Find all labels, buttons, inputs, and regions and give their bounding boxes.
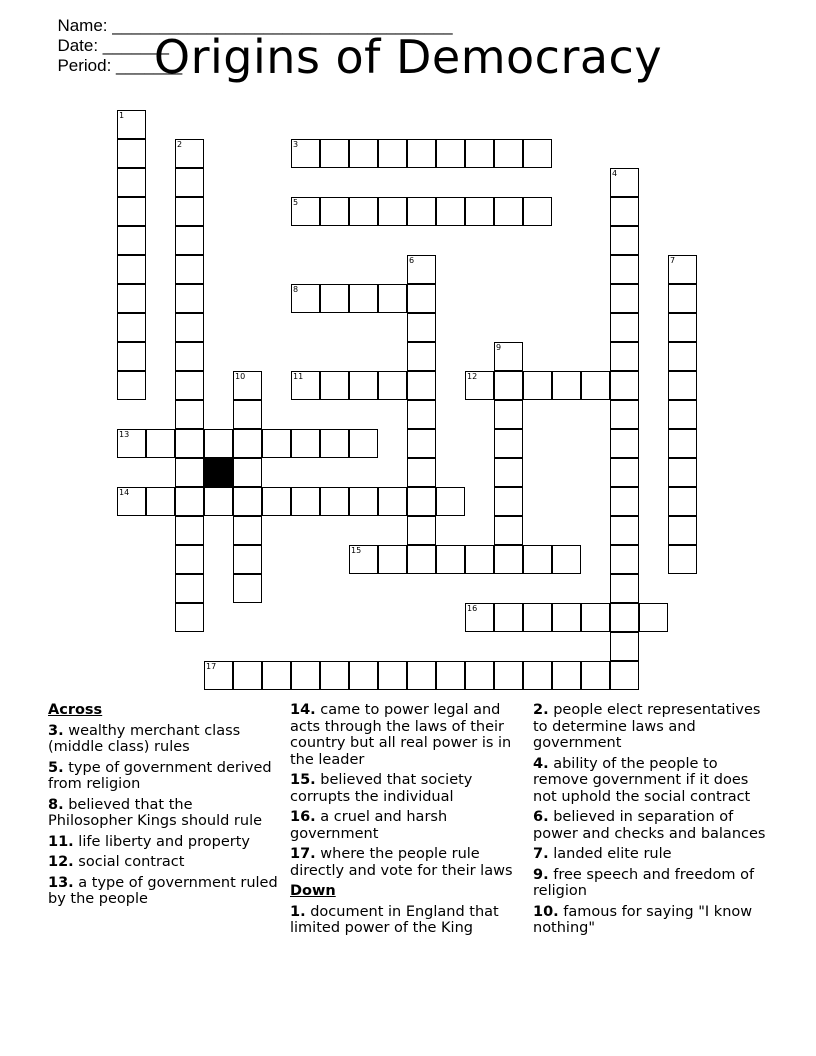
clue-item bbox=[290, 809, 526, 842]
crossword-cell[interactable] bbox=[407, 342, 436, 371]
clue-item bbox=[533, 702, 773, 752]
crossword-cell[interactable] bbox=[175, 545, 204, 574]
crossword-cell[interactable] bbox=[117, 226, 146, 255]
crossword-cell[interactable] bbox=[233, 516, 262, 545]
clue-item-number: 17. bbox=[290, 846, 316, 862]
crossword-cell[interactable] bbox=[610, 371, 639, 400]
clues-column-3 bbox=[533, 702, 773, 941]
crossword-cell[interactable] bbox=[523, 603, 552, 632]
crossword-cell[interactable] bbox=[581, 603, 610, 632]
crossword-cell[interactable] bbox=[117, 487, 146, 516]
crossword-cell[interactable] bbox=[175, 400, 204, 429]
clue-number: 9 bbox=[496, 343, 502, 352]
clue-item-text: ability of the people to remove government if it does not uphold the social contract bbox=[533, 755, 751, 805]
clue-item-text: wealthy merchant class (middle class) rules bbox=[48, 722, 241, 755]
crossword-cell[interactable] bbox=[407, 487, 436, 516]
clue-item-number: 9. bbox=[533, 866, 549, 883]
crossword-cell[interactable] bbox=[668, 313, 697, 342]
crossword-cell[interactable] bbox=[378, 284, 407, 313]
crossword-cell[interactable] bbox=[146, 487, 175, 516]
period-field-label[interactable]: Period: _______ bbox=[57, 56, 183, 75]
crossword-cell[interactable] bbox=[175, 168, 204, 197]
crossword-cell[interactable] bbox=[291, 487, 320, 516]
clue-item-text: document in England that limited power of the King bbox=[290, 903, 499, 936]
crossword-cell[interactable] bbox=[668, 516, 697, 545]
crossword-cell[interactable] bbox=[320, 487, 349, 516]
clue-number: 5 bbox=[293, 198, 299, 207]
crossword-cell[interactable] bbox=[523, 139, 552, 168]
clue-item-text: type of government derived from religion bbox=[48, 759, 272, 792]
crossword-cell[interactable] bbox=[610, 545, 639, 574]
crossword-black-cell bbox=[204, 458, 233, 487]
crossword-cell[interactable] bbox=[291, 429, 320, 458]
crossword-cell[interactable] bbox=[465, 197, 494, 226]
crossword-cell[interactable] bbox=[262, 661, 291, 690]
crossword-cell[interactable] bbox=[668, 487, 697, 516]
clue-item-number: 15. bbox=[290, 772, 316, 788]
clue-item bbox=[48, 760, 278, 793]
crossword-cell[interactable] bbox=[436, 545, 465, 574]
crossword-cell[interactable] bbox=[175, 255, 204, 284]
clue-number: 11 bbox=[293, 372, 304, 381]
clue-number: 1 bbox=[119, 111, 125, 120]
crossword-cell[interactable] bbox=[117, 255, 146, 284]
crossword-cell[interactable] bbox=[610, 226, 639, 255]
crossword-cell[interactable] bbox=[117, 371, 146, 400]
clue-number: 6 bbox=[409, 256, 415, 265]
crossword-cell[interactable] bbox=[117, 197, 146, 226]
crossword-cell[interactable] bbox=[320, 197, 349, 226]
crossword-cell[interactable] bbox=[494, 197, 523, 226]
crossword-cell[interactable] bbox=[291, 661, 320, 690]
clue-number: 12 bbox=[467, 372, 478, 381]
crossword-cell[interactable] bbox=[378, 545, 407, 574]
crossword-cell[interactable] bbox=[465, 139, 494, 168]
clue-item-number: 6. bbox=[533, 809, 549, 825]
clue-item-text: a type of government ruled by the people bbox=[48, 874, 278, 907]
crossword-cell[interactable] bbox=[349, 139, 378, 168]
crossword-cell[interactable] bbox=[320, 429, 349, 458]
crossword-cell[interactable] bbox=[175, 226, 204, 255]
crossword-cell[interactable] bbox=[552, 603, 581, 632]
crossword-cell[interactable] bbox=[494, 545, 523, 574]
crossword-cell[interactable] bbox=[494, 429, 523, 458]
clue-item-text: life liberty and property bbox=[78, 833, 250, 850]
crossword-cell[interactable] bbox=[407, 400, 436, 429]
clue-item bbox=[533, 867, 773, 900]
crossword-cell[interactable] bbox=[668, 342, 697, 371]
crossword-cell[interactable] bbox=[262, 487, 291, 516]
crossword-cell[interactable] bbox=[117, 342, 146, 371]
crossword-cell[interactable] bbox=[494, 371, 523, 400]
crossword-cell[interactable] bbox=[494, 458, 523, 487]
crossword-cell[interactable] bbox=[233, 371, 262, 400]
crossword-cell[interactable] bbox=[233, 545, 262, 574]
crossword-cell[interactable] bbox=[291, 284, 320, 313]
clue-item bbox=[533, 904, 773, 937]
clue-number: 7 bbox=[670, 256, 676, 265]
clue-item-text: people elect representatives to determine laws and government bbox=[533, 702, 761, 751]
crossword-cell[interactable] bbox=[494, 516, 523, 545]
clue-item-number: 1. bbox=[290, 903, 306, 920]
crossword-cell[interactable] bbox=[668, 284, 697, 313]
crossword-cell[interactable] bbox=[407, 313, 436, 342]
crossword-cell[interactable] bbox=[320, 284, 349, 313]
crossword-cell[interactable] bbox=[378, 139, 407, 168]
clue-item-text: believed in separation of power and checks and balances bbox=[533, 809, 766, 842]
crossword-cell[interactable] bbox=[233, 400, 262, 429]
clue-item-number: 16. bbox=[290, 809, 316, 825]
crossword-cell[interactable] bbox=[668, 429, 697, 458]
down-heading: Down bbox=[290, 883, 336, 899]
crossword-cell[interactable] bbox=[146, 429, 175, 458]
crossword-cell[interactable] bbox=[204, 661, 233, 690]
crossword-cell[interactable] bbox=[465, 545, 494, 574]
clue-item-text: believed that society corrupts the individual bbox=[290, 772, 473, 805]
clue-item bbox=[48, 854, 278, 871]
crossword-cell[interactable] bbox=[349, 284, 378, 313]
clue-number: 4 bbox=[612, 169, 618, 178]
crossword-cell[interactable] bbox=[465, 661, 494, 690]
crossword-cell[interactable] bbox=[349, 487, 378, 516]
clue-item-number: 3. bbox=[48, 722, 64, 739]
crossword-cell[interactable] bbox=[407, 661, 436, 690]
crossword-cell[interactable] bbox=[175, 197, 204, 226]
clue-number: 3 bbox=[293, 140, 299, 149]
crossword-cell[interactable] bbox=[407, 545, 436, 574]
crossword-cell[interactable] bbox=[204, 429, 233, 458]
crossword-cell[interactable] bbox=[117, 429, 146, 458]
clue-number: 14 bbox=[119, 488, 130, 497]
crossword-cell[interactable] bbox=[552, 545, 581, 574]
crossword-cell[interactable] bbox=[494, 400, 523, 429]
crossword-cell[interactable] bbox=[523, 545, 552, 574]
clue-item-number: 14. bbox=[290, 702, 316, 718]
crossword-cell[interactable] bbox=[175, 574, 204, 603]
clue-number: 15 bbox=[351, 546, 362, 555]
crossword-cell[interactable] bbox=[378, 371, 407, 400]
clue-item bbox=[48, 875, 278, 908]
clue-item-number: 2. bbox=[533, 702, 549, 718]
crossword-cell[interactable] bbox=[175, 458, 204, 487]
crossword-cell[interactable] bbox=[552, 661, 581, 690]
page-title: Origins of Democracy bbox=[153, 30, 663, 84]
crossword-cell[interactable] bbox=[407, 371, 436, 400]
crossword-cell[interactable] bbox=[465, 603, 494, 632]
crossword-cell[interactable] bbox=[175, 429, 204, 458]
clue-item-text: where the people rule directly and vote for their laws bbox=[290, 846, 513, 879]
crossword-cell[interactable] bbox=[349, 661, 378, 690]
crossword-cell[interactable] bbox=[494, 603, 523, 632]
crossword-cell[interactable] bbox=[436, 661, 465, 690]
crossword-cell[interactable] bbox=[407, 255, 436, 284]
crossword-cell[interactable] bbox=[233, 487, 262, 516]
crossword-cell[interactable] bbox=[291, 371, 320, 400]
crossword-cell[interactable] bbox=[610, 458, 639, 487]
clue-item-number: 13. bbox=[48, 874, 74, 891]
crossword-cell[interactable] bbox=[233, 458, 262, 487]
crossword-cell[interactable] bbox=[349, 429, 378, 458]
crossword-cell[interactable] bbox=[610, 197, 639, 226]
crossword-cell[interactable] bbox=[407, 284, 436, 313]
clue-item bbox=[290, 904, 526, 937]
clue-item bbox=[290, 846, 526, 879]
crossword-cell[interactable] bbox=[523, 197, 552, 226]
clue-number: 2 bbox=[177, 140, 183, 149]
clue-item bbox=[48, 797, 278, 830]
crossword-cell[interactable] bbox=[378, 487, 407, 516]
crossword-cell[interactable] bbox=[610, 632, 639, 661]
crossword-cell[interactable] bbox=[610, 516, 639, 545]
crossword-cell[interactable] bbox=[610, 603, 639, 632]
crossword-cell[interactable] bbox=[349, 545, 378, 574]
crossword-cell[interactable] bbox=[436, 487, 465, 516]
crossword-cell[interactable] bbox=[175, 487, 204, 516]
crossword-cell[interactable] bbox=[494, 487, 523, 516]
crossword-cell[interactable] bbox=[494, 661, 523, 690]
crossword-cell[interactable] bbox=[610, 284, 639, 313]
clue-item-number: 4. bbox=[533, 755, 549, 772]
clue-item bbox=[533, 756, 773, 806]
crossword-cell[interactable] bbox=[320, 371, 349, 400]
name-field-label[interactable]: Name: ____________________________________ bbox=[57, 16, 453, 35]
clue-item bbox=[48, 723, 278, 756]
crossword-cell[interactable] bbox=[668, 545, 697, 574]
crossword-cell[interactable] bbox=[233, 429, 262, 458]
clue-item-text: free speech and freedom of religion bbox=[533, 866, 755, 899]
crossword-cell[interactable] bbox=[117, 168, 146, 197]
crossword-cell[interactable] bbox=[610, 487, 639, 516]
crossword-cell[interactable] bbox=[610, 429, 639, 458]
clue-item-number: 12. bbox=[48, 854, 74, 870]
crossword-cell[interactable] bbox=[407, 197, 436, 226]
clue-item-number: 10. bbox=[533, 903, 559, 920]
crossword-cell[interactable] bbox=[523, 371, 552, 400]
crossword-cell[interactable] bbox=[639, 603, 668, 632]
crossword-cell[interactable] bbox=[668, 458, 697, 487]
crossword-cell[interactable] bbox=[494, 342, 523, 371]
crossword-cell[interactable] bbox=[407, 139, 436, 168]
clue-item bbox=[290, 772, 526, 805]
crossword-cell[interactable] bbox=[175, 603, 204, 632]
clue-item-number: 11. bbox=[48, 833, 74, 850]
clue-item bbox=[533, 846, 773, 863]
crossword-cell[interactable] bbox=[320, 661, 349, 690]
crossword-cell[interactable] bbox=[262, 429, 291, 458]
crossword-cell[interactable] bbox=[581, 661, 610, 690]
crossword-cell[interactable] bbox=[610, 400, 639, 429]
crossword-cell[interactable] bbox=[610, 342, 639, 371]
clue-item-number: 8. bbox=[48, 796, 64, 813]
clue-item-text: landed elite rule bbox=[553, 846, 672, 862]
clue-number: 8 bbox=[293, 285, 299, 294]
crossword-cell[interactable] bbox=[610, 168, 639, 197]
clues-column-1 bbox=[48, 702, 278, 912]
crossword-cell[interactable] bbox=[291, 197, 320, 226]
crossword-cell[interactable] bbox=[523, 661, 552, 690]
crossword-cell[interactable] bbox=[175, 284, 204, 313]
crossword-cell[interactable] bbox=[175, 139, 204, 168]
clue-number: 13 bbox=[119, 430, 130, 439]
clue-item bbox=[533, 809, 773, 842]
crossword-cell[interactable] bbox=[233, 661, 262, 690]
clue-number: 10 bbox=[235, 372, 246, 381]
crossword-cell[interactable] bbox=[436, 197, 465, 226]
crossword-cell[interactable] bbox=[320, 139, 349, 168]
across-heading: Across bbox=[48, 702, 103, 718]
crossword-cell[interactable] bbox=[175, 342, 204, 371]
crossword-cell[interactable] bbox=[436, 139, 465, 168]
crossword-cell[interactable] bbox=[175, 313, 204, 342]
clue-item-number: 5. bbox=[48, 759, 64, 776]
crossword-cell[interactable] bbox=[668, 255, 697, 284]
crossword-cell[interactable] bbox=[175, 516, 204, 545]
crossword-cell[interactable] bbox=[407, 429, 436, 458]
crossword-cell[interactable] bbox=[581, 371, 610, 400]
crossword-cell[interactable] bbox=[407, 516, 436, 545]
crossword-cell[interactable] bbox=[204, 487, 233, 516]
clue-item bbox=[48, 834, 278, 851]
crossword-cell[interactable] bbox=[610, 255, 639, 284]
crossword-cell[interactable] bbox=[175, 371, 204, 400]
crossword-cell[interactable] bbox=[117, 110, 146, 139]
date-field-label[interactable]: Date: _______ bbox=[57, 36, 169, 55]
crossword-cell[interactable] bbox=[291, 139, 320, 168]
crossword-cell[interactable] bbox=[668, 371, 697, 400]
crossword-cell[interactable] bbox=[233, 574, 262, 603]
crossword-cell[interactable] bbox=[378, 197, 407, 226]
crossword-cell[interactable] bbox=[349, 371, 378, 400]
crossword-cell[interactable] bbox=[117, 139, 146, 168]
crossword-cell[interactable] bbox=[117, 284, 146, 313]
crossword-cell[interactable] bbox=[552, 371, 581, 400]
crossword-cell[interactable] bbox=[610, 661, 639, 690]
clue-item-number: 7. bbox=[533, 846, 549, 862]
crossword-cell[interactable] bbox=[117, 313, 146, 342]
crossword-cell[interactable] bbox=[610, 574, 639, 603]
crossword-cell[interactable] bbox=[378, 661, 407, 690]
clue-item-text: believed that the Philosopher Kings should rule bbox=[48, 796, 263, 829]
clue-number: 17 bbox=[206, 662, 217, 671]
clue-item bbox=[290, 702, 526, 768]
clue-item-text: came to power legal and acts through the laws of their country but all real power is in the leader bbox=[290, 702, 512, 768]
clues-column-2 bbox=[290, 702, 526, 941]
clue-item-text: famous for saying "I know nothing" bbox=[533, 903, 753, 936]
crossword-cell[interactable] bbox=[494, 139, 523, 168]
crossword-cell[interactable] bbox=[465, 371, 494, 400]
crossword-cell[interactable] bbox=[668, 400, 697, 429]
crossword-cell[interactable] bbox=[610, 313, 639, 342]
clue-item-text: a cruel and harsh government bbox=[290, 809, 448, 842]
clue-item-text: social contract bbox=[78, 854, 185, 870]
crossword-cell[interactable] bbox=[407, 458, 436, 487]
crossword-cell[interactable] bbox=[349, 197, 378, 226]
clue-number: 16 bbox=[467, 604, 478, 613]
